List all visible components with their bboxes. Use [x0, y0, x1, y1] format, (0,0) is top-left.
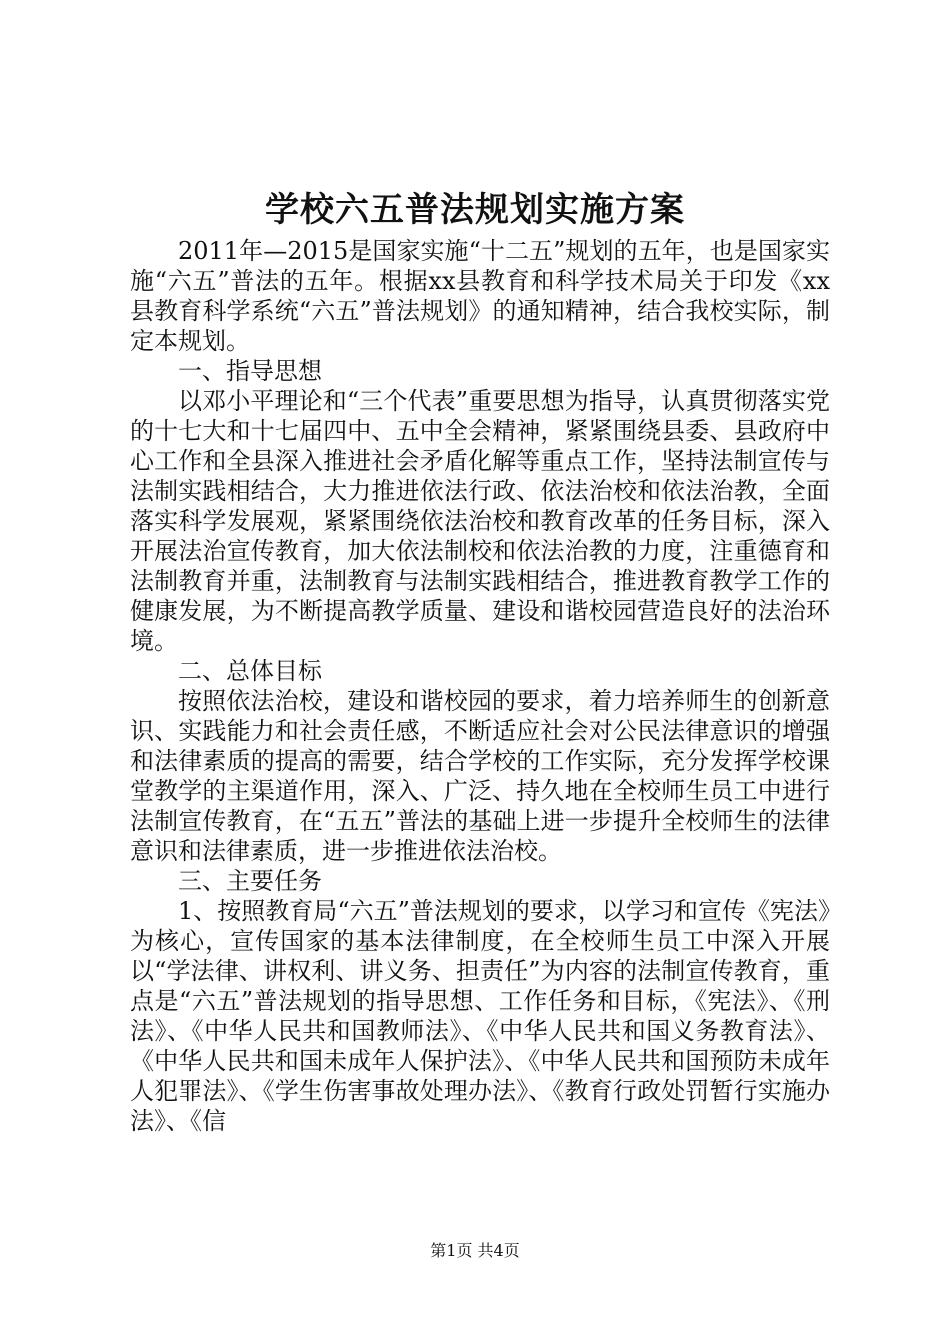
document-body	[130, 236, 830, 1136]
main-tasks-paragraph-1: 1、按照教育局“六五”普法规划的要求，以学习和宣传《宪法》为核心，宣传国家的基本法律制度，在全校师生员工中深入开展以“学法律、讲权利、讲义务、担责任”为内容的法制宣传教育，重点是“六五”普法规划的指导思想、工作任务和目标，《宪法》、《刑法》、《中华人民共和国教师法》、《中华人民共和国义务教育法》、《中华人民共和国未成年人保护法》、《中华人民共和国预防未成年人犯罪法》、《学生伤害事故处理办法》、《教育行政处罚暂行实施办法》、《信	[130, 897, 830, 1135]
page-number-footer: 第1页 共4页	[430, 1241, 520, 1260]
overall-goal-paragraph: 按照依法治校，建设和谐校园的要求，着力培养师生的创新意识、实践能力和社会责任感，不断适应社会对公民法律意识的增强和法律素质的提高的需要，结合学校的工作实际，充分发挥学校课堂教学的主渠道作用，深入、广泛、持久地在全校师生员工中进行法制宣传教育，在“五五”普法的基础上进一步提升全校师生的法律意识和法律素质，进一步推进依法治校。	[130, 687, 830, 865]
intro-paragraph: 2011年—2015是国家实施“十二五”规划的五年，也是国家实施“六五”普法的五年。根据xx县教育和科学技术局关于印发《xx县教育科学系统“六五”普法规划》的通知精神，结合我校实际，制定本规划。	[130, 237, 830, 355]
section-heading-overall-goal: 二、总体目标	[178, 657, 322, 685]
section-heading-main-tasks: 三、主要任务	[178, 867, 322, 895]
guiding-thought-paragraph: 以邓小平理论和“三个代表”重要思想为指导，认真贯彻落实党的十七大和十七届四中、五中全会精神，紧紧围绕县委、县政府中心工作和全县深入推进社会矛盾化解等重点工作，坚持法制宣传与法制实践相结合，大力推进依法行政、依法治校和依法治教，全面落实科学发展观，紧紧围绕依法治校和教育改革的任务目标，深入开展法治宣传教育，加大依法制校和依法治教的力度，注重德育和法制教育并重，法制教育与法制实践相结合，推进教育教学工作的健康发展，为不断提高教学质量、建设和谐校园营造良好的法治环境。	[130, 387, 830, 655]
section-heading-guiding-thought: 一、指导思想	[178, 357, 322, 385]
document-title: 学校六五普法规划实施方案	[265, 190, 685, 230]
